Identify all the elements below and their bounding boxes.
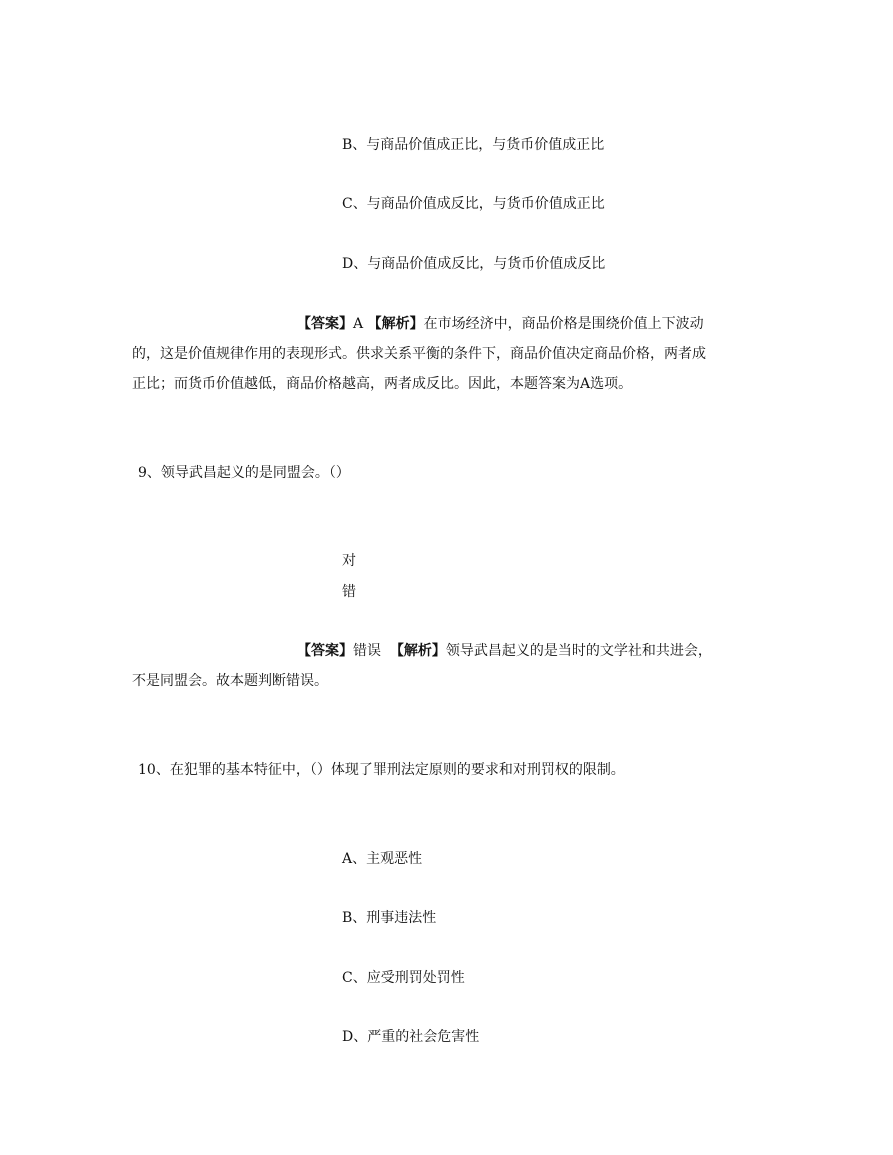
- q9-analysis-line-1: 领导武昌起义的是当时的文学社和共进会，: [445, 643, 712, 659]
- q9-option-true: 对: [342, 553, 356, 569]
- q8-analysis-tag: 【解析】: [367, 316, 424, 332]
- q8-option-c: C、与商品价值成反比，与货币价值成正比: [342, 196, 605, 212]
- q8-option-d: D、与商品价值成反比，与货币价值成反比: [342, 256, 606, 272]
- q9-analysis-tag: 【解析】: [389, 643, 446, 659]
- q8-answer-tag: 【答案】: [297, 316, 353, 332]
- q8-analysis-line-2: 的，这是价值规律作用的表现形式。供求关系平衡的条件下，商品价值决定商品价格，两者成: [132, 346, 706, 362]
- q9-option-false: 错: [342, 584, 356, 600]
- q10-option-a: A、主观恶性: [342, 851, 423, 867]
- q8-analysis-line-3: 正比；而货币价值越低，商品价格越高，两者成反比。因此，本题答案为A选项。: [132, 376, 633, 392]
- q9-answer-tag: 【答案】: [297, 643, 353, 659]
- q8-analysis-line-1: 在市场经济中，商品价格是围绕价值上下波动: [423, 316, 704, 332]
- q10-option-d: D、严重的社会危害性: [342, 1029, 480, 1045]
- q9-answer-analysis: [132, 636, 762, 696]
- q10-question: 10、在犯罪的基本特征中，（）体现了罪刑法定原则的要求和对刑罚权的限制。: [138, 762, 625, 778]
- q10-option-b: B、刑事违法性: [342, 910, 437, 926]
- q8-answer-analysis: [132, 309, 762, 399]
- q10-option-c: C、应受刑罚处罚性: [342, 970, 465, 986]
- q9-question: 9、领导武昌起义的是同盟会。（）: [138, 465, 350, 481]
- q8-option-b: B、与商品价值成正比，与货币价值成正比: [342, 137, 605, 153]
- q9-answer-value: 错误: [353, 643, 381, 659]
- q9-analysis-line-2: 不是同盟会。故本题判断错误。: [132, 673, 328, 689]
- q8-answer-value: A: [353, 316, 364, 332]
